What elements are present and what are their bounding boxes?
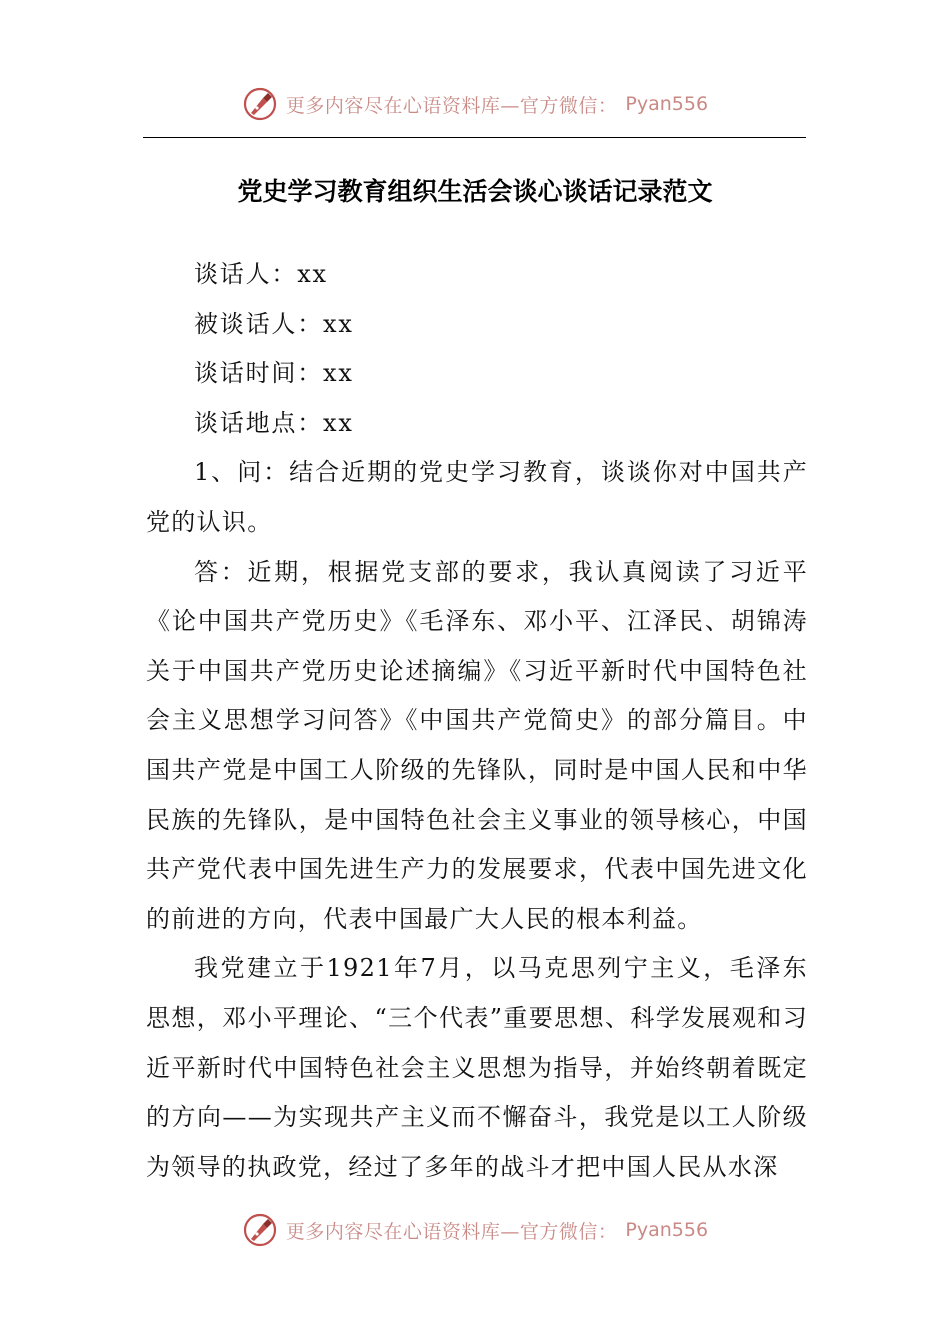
pen-nib-logo-icon xyxy=(242,86,278,122)
meta-interviewee: 被谈话人：xx xyxy=(194,309,354,338)
footer-watermark-banner xyxy=(0,1208,950,1252)
document-title: 党史学习教育组织生活会谈心谈话记录范文 xyxy=(237,177,713,206)
question-paragraph: 1、问：结合近期的党史学习教育，谈谈你对中国共产党的认识。 xyxy=(146,458,808,536)
banner-text: 更多内容尽在心语资料库—官方微信： xyxy=(285,94,618,117)
history-paragraph: 我党建立于1921年7月，以马克思列宁主义，毛泽东思想，邓小平理论、“三个代表”重要思想、科学发展观和习近平新时代中国特色社会主义思想为指导，并始终朝着既定的方向——为实现共产主义而不懈奋斗，我党是以工人阶级为领导的执政党，经过了多年的战斗才把中国人民从水深 xyxy=(146,954,808,1181)
pen-nib-logo-icon xyxy=(242,1212,278,1248)
header-watermark-banner xyxy=(0,82,950,126)
meta-location: 谈话地点：xx xyxy=(194,408,354,437)
wechat-id: Pyan556 xyxy=(625,93,709,115)
header-divider xyxy=(143,137,806,138)
meta-time: 谈话时间：xx xyxy=(194,359,354,388)
document-body xyxy=(146,250,808,1192)
answer-paragraph: 答：近期，根据党支部的要求，我认真阅读了习近平《论中国共产党历史》《毛泽东、邓小平、江泽民、胡锦涛关于中国共产党历史论述摘编》《习近平新时代中国特色社会主义思想学习问答》《中国共产党简史》的部分篇目。中国共产党是中国工人阶级的先锋队，同时是中国人民和中华民族的先锋队，是中国特色社会主义事业的领导核心，中国共产党代表中国先进生产力的发展要求，代表中国先进文化的前进的方向，代表中国最广大人民的根本利益。 xyxy=(146,557,808,933)
banner-text: 更多内容尽在心语资料库—官方微信： xyxy=(285,1220,618,1243)
wechat-id: Pyan556 xyxy=(625,1219,709,1241)
meta-interviewer: 谈话人：xx xyxy=(194,260,328,288)
